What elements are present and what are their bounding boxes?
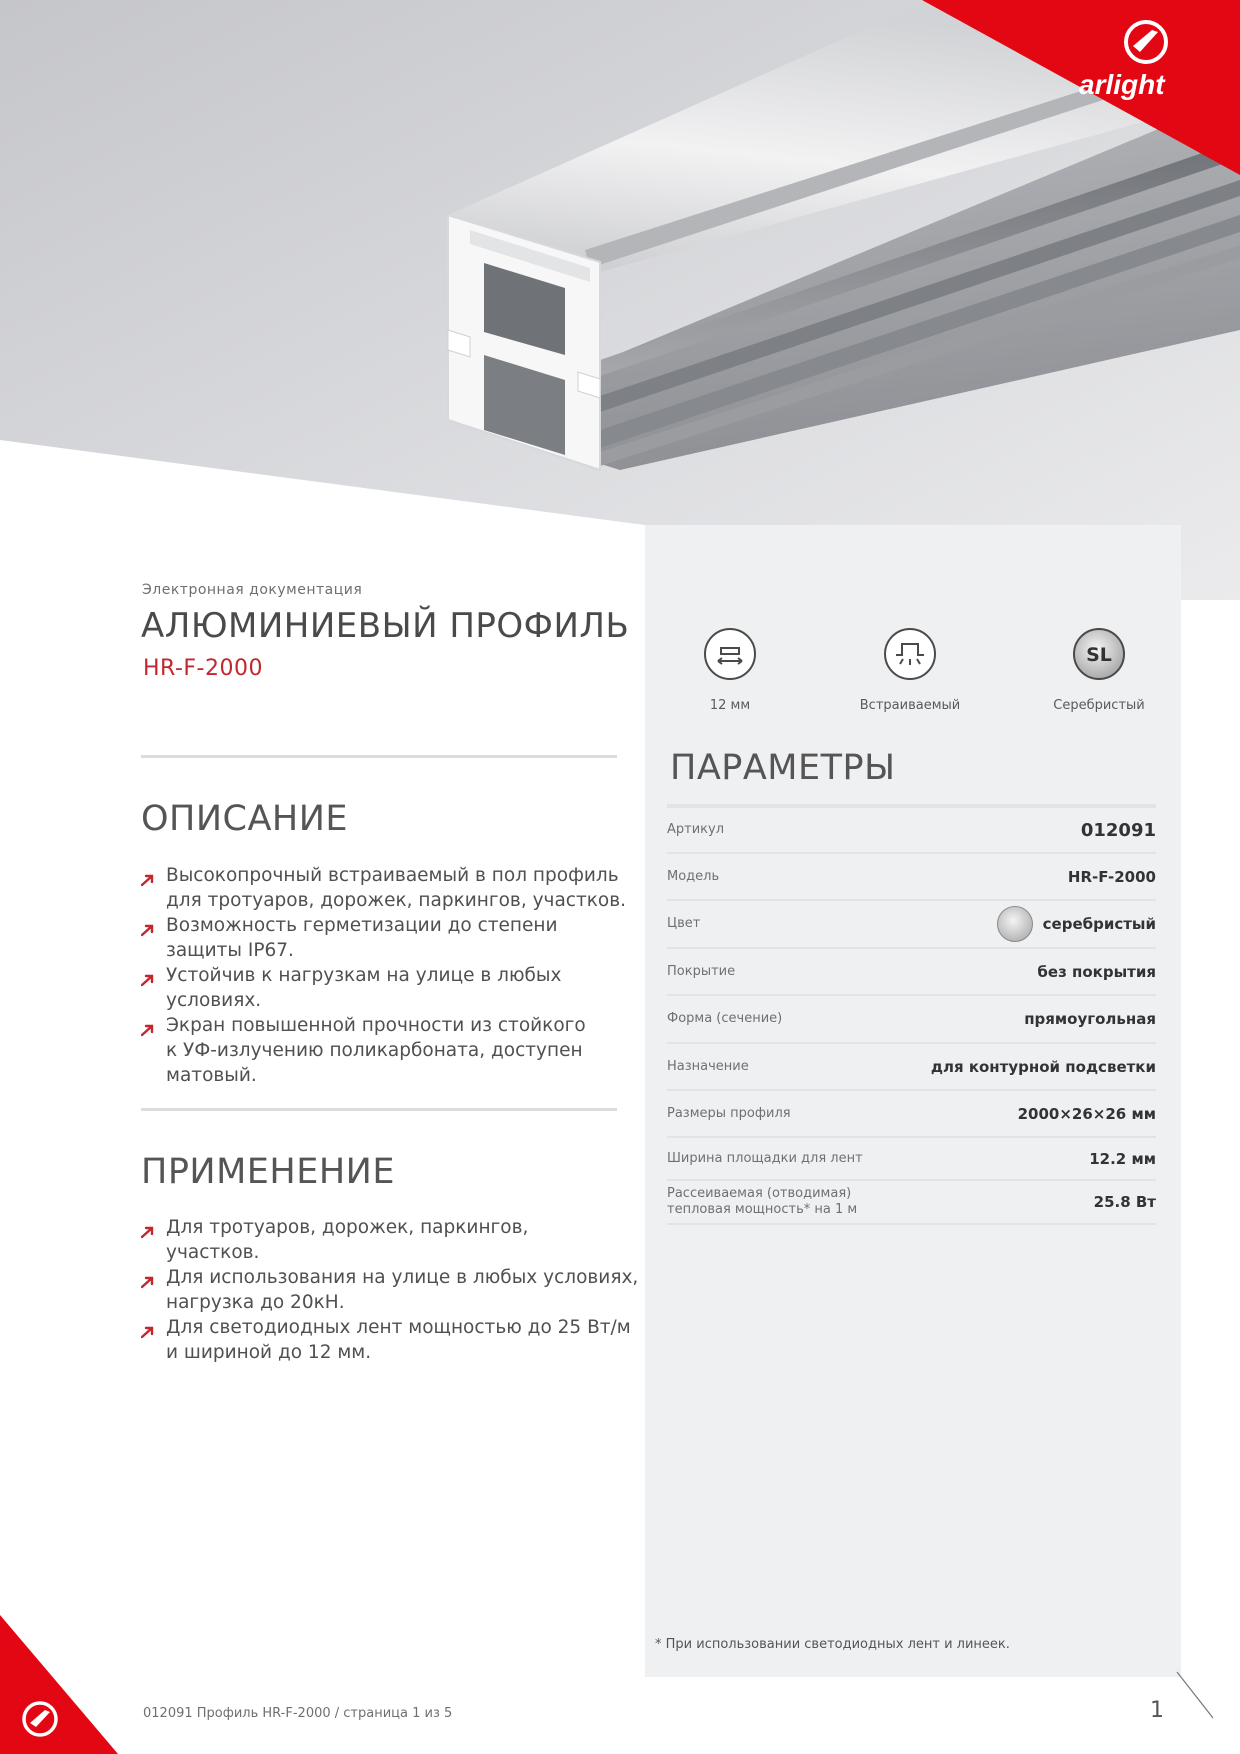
- param-row: [667, 949, 1156, 996]
- svg-text:arlight: arlight: [1079, 69, 1165, 100]
- param-key: Цвет: [667, 916, 701, 931]
- param-row: [667, 808, 1156, 854]
- feature-label: Встраиваемый: [859, 698, 961, 713]
- sl-color-icon: [1073, 628, 1125, 680]
- list-item: Для светодиодных лент мощностью до 25 Вт/м и шириной до 12 мм.: [141, 1315, 641, 1365]
- page-corner-line: [1175, 1670, 1215, 1720]
- application-title: ПРИМЕНЕНИЕ: [141, 1152, 395, 1192]
- parameters-title: ПАРАМЕТРЫ: [670, 748, 896, 788]
- param-value: 012091: [1080, 819, 1156, 841]
- width-dimension-icon: [704, 628, 756, 680]
- list-item: Устойчив к нагрузкам на улице в любых условиях.: [141, 963, 641, 1013]
- feature-label: Серебристый: [1053, 698, 1145, 713]
- doc-label: Электронная документация: [142, 582, 363, 598]
- feature-color: [1024, 628, 1174, 713]
- param-value: 2000×26×26 мм: [1017, 1104, 1156, 1123]
- list-item: Возможность герметизации до степени защиты IP67.: [141, 913, 641, 963]
- list-item: Экран повышенной прочности из стойкого к УФ-излучению поликарбоната, доступен матовый.: [141, 1013, 641, 1088]
- description-title: ОПИСАНИЕ: [141, 799, 349, 839]
- param-row: [667, 901, 1156, 949]
- product-model: HR-F-2000: [143, 656, 263, 681]
- param-value: серебристый: [997, 906, 1156, 942]
- page-title: АЛЮМИНИЕВЫЙ ПРОФИЛЬ: [141, 606, 630, 646]
- arlight-corner-logo: [0, 1615, 118, 1754]
- param-key: Форма (сечение): [667, 1011, 783, 1026]
- list-item: Для тротуаров, дорожек, паркингов, участков.: [141, 1215, 641, 1265]
- silver-color-swatch: [997, 906, 1033, 942]
- arrow-bullet-icon: [141, 969, 155, 983]
- list-item: Высокопрочный встраиваемый в пол профиль для тротуаров, дорожек, паркингов, участков.: [141, 863, 641, 913]
- param-value: без покрытия: [1037, 962, 1156, 981]
- application-list: [141, 1215, 641, 1365]
- param-value: 25.8 Вт: [1093, 1193, 1156, 1211]
- arrow-bullet-icon: [141, 919, 155, 933]
- param-key: Размеры профиля: [667, 1105, 791, 1121]
- param-row: [667, 996, 1156, 1044]
- footnote: * При использовании светодиодных лент и линеек.: [655, 1637, 1010, 1652]
- param-value: 12.2 мм: [1089, 1149, 1156, 1168]
- sl-badge-text: SL: [1086, 644, 1112, 666]
- page-number: 1: [1150, 1698, 1164, 1723]
- arrow-bullet-icon: [141, 1019, 155, 1033]
- divider: [141, 755, 617, 758]
- description-list: [141, 863, 641, 1088]
- param-row: [667, 1138, 1156, 1181]
- divider: [141, 1108, 617, 1111]
- product-hero-image: [0, 0, 1240, 600]
- param-key: Ширина площадки для лент: [667, 1150, 863, 1166]
- param-row: [667, 1091, 1156, 1138]
- recessed-mount-icon: [884, 628, 936, 680]
- arrow-bullet-icon: [141, 1321, 155, 1335]
- feature-recessed: [835, 628, 985, 713]
- feature-width: [655, 628, 805, 713]
- param-value: прямоугольная: [1024, 1010, 1156, 1028]
- param-value: HR-F-2000: [1067, 867, 1156, 886]
- param-key: Покрытие: [667, 963, 736, 979]
- feature-label: 12 мм: [709, 698, 751, 713]
- list-item: Для использования на улице в любых условиях, нагрузка до 20кН.: [141, 1265, 641, 1315]
- arrow-bullet-icon: [141, 1271, 155, 1285]
- param-row: [667, 1044, 1156, 1091]
- arrow-bullet-icon: [141, 869, 155, 883]
- param-row: [667, 1181, 1156, 1225]
- footer-text: 012091 Профиль HR-F-2000 / страница 1 из 5: [143, 1706, 453, 1721]
- param-key: Артикул: [667, 822, 725, 837]
- param-value: для контурной подсветки: [930, 1057, 1156, 1076]
- param-key: Модель: [667, 868, 720, 884]
- param-row: [667, 854, 1156, 901]
- param-key: Назначение: [667, 1058, 749, 1074]
- arrow-bullet-icon: [141, 1221, 155, 1235]
- param-key: Рассеиваемая (отводимая) тепловая мощность* на 1 м: [667, 1186, 858, 1217]
